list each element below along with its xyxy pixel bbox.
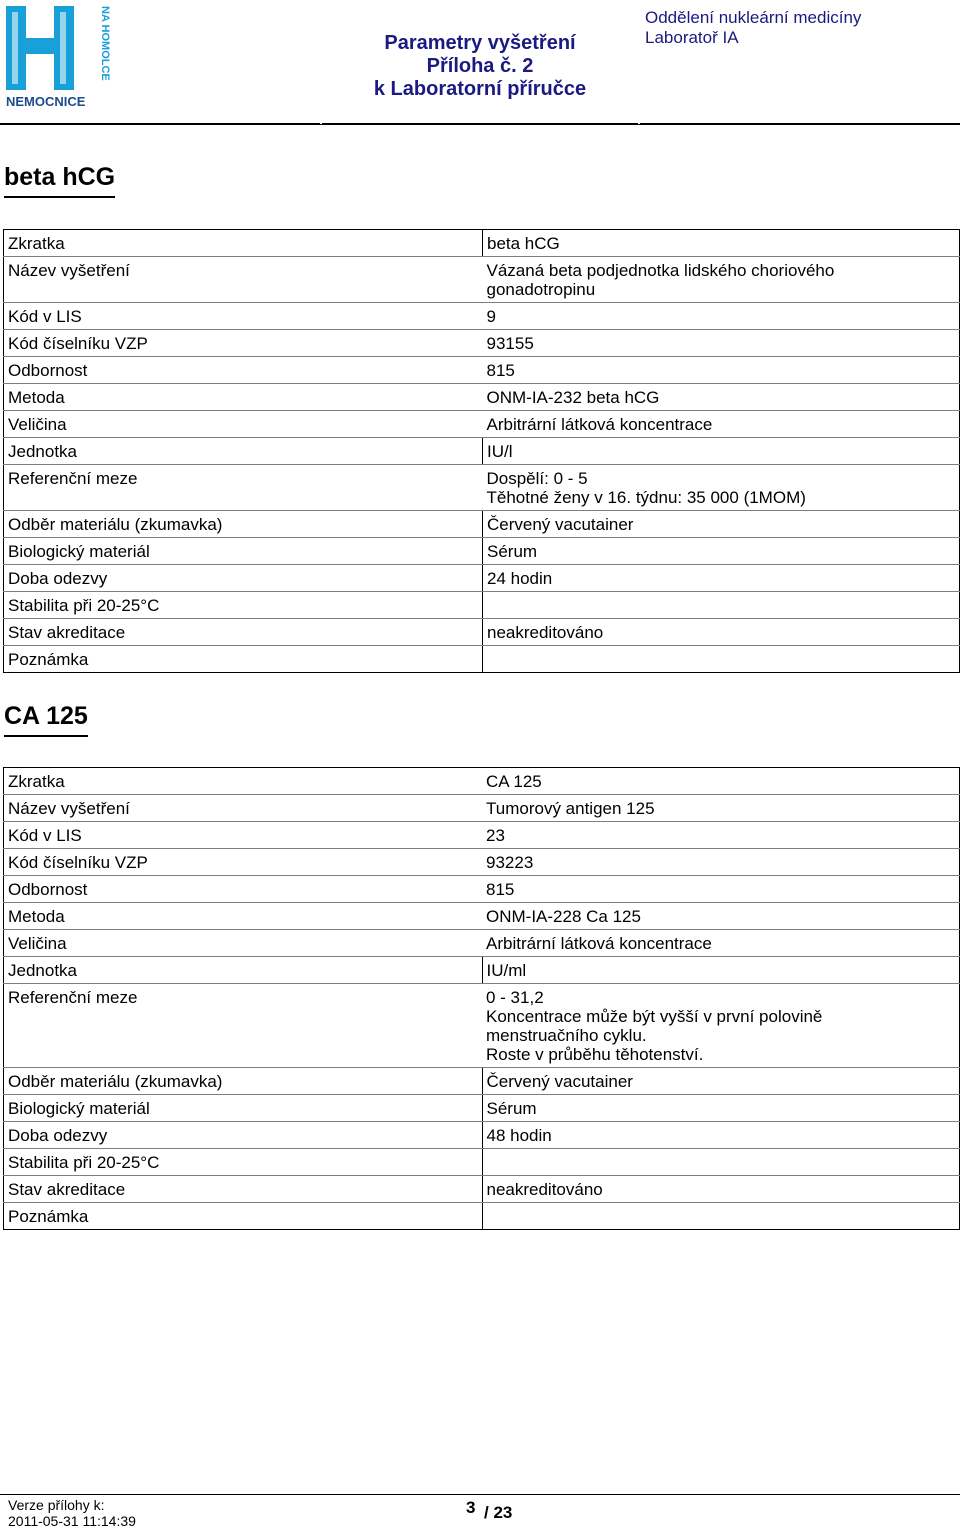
table-row [4,957,960,984]
row-label: Kód v LIS [4,303,483,330]
row-value [483,646,960,673]
row-label: Jednotka [4,438,483,465]
title-line-2: Příloha č. 2 [426,55,534,77]
table-row [4,538,960,565]
row-label: Doba odezvy [4,565,483,592]
row-label: Stabilita při 20-25°C [4,592,483,619]
row-value: 93155 [483,330,960,357]
table-row [4,619,960,646]
row-value: ONM-IA-228 Ca 125 [482,903,960,930]
row-label: Stabilita při 20-25°C [4,1149,483,1176]
table-row [4,646,960,673]
row-value: IU/ml [482,957,960,984]
table-row [4,1095,960,1122]
row-value: 23 [482,822,960,849]
table-row [4,592,960,619]
row-value: Arbitrární látková koncentrace [483,411,960,438]
table-row [4,1149,960,1176]
row-label: Odbornost [4,876,483,903]
row-value: Vázaná beta podjednotka lidského choriového gonadotropinu [483,257,960,303]
lab-name: Laboratoř IA [645,28,739,47]
row-value: neakreditováno [482,1176,960,1203]
row-label: Veličina [4,930,483,957]
row-label: Referenční meze [4,465,483,511]
row-label: Referenční meze [4,984,483,1068]
logo-side-text: NA HOMOLCE [99,6,111,81]
table-row [4,876,960,903]
row-value: neakreditováno [483,619,960,646]
row-label: Biologický materiál [4,538,483,565]
row-label: Kód v LIS [4,822,483,849]
title-line-3: k Laboratorní příručce [373,78,587,100]
row-value: ONM-IA-232 beta hCG [483,384,960,411]
table-row [4,1068,960,1095]
row-value: Červený vacutainer [483,511,960,538]
row-label: Odběr materiálu (zkumavka) [4,1068,483,1095]
row-label: Název vyšetření [4,257,483,303]
row-label: Odbornost [4,357,483,384]
department-name: Oddělení nukleární medicíny [645,8,862,27]
row-label: Odběr materiálu (zkumavka) [4,511,483,538]
table-row [4,465,960,511]
row-label: Poznámka [4,1203,483,1230]
table-row [4,1176,960,1203]
table-row [4,230,960,257]
row-value: Sérum [482,1095,960,1122]
row-label: Název vyšetření [4,795,483,822]
table-row [4,411,960,438]
row-label: Zkratka [4,768,483,795]
row-value: Dospělí: 0 - 5 Těhotné ženy v 16. týdnu: 35 000 (1MOM) [483,465,960,511]
table-row [4,849,960,876]
row-label: Doba odezvy [4,1122,483,1149]
page-total: / 23 [484,1503,513,1522]
footer-version [8,1497,136,1529]
row-label: Jednotka [4,957,483,984]
row-value: 93223 [482,849,960,876]
params-table-beta-hcg [3,229,960,673]
table-row [4,357,960,384]
section-title-ca125: CA 125 [4,701,88,737]
table-row [4,511,960,538]
table-row [4,903,960,930]
row-value: 9 [483,303,960,330]
row-label: Poznámka [4,646,483,673]
table-row [4,330,960,357]
row-value: 815 [483,357,960,384]
header-divider [0,124,960,125]
row-value: 24 hodin [483,565,960,592]
row-value [482,1203,960,1230]
table-row [4,1122,960,1149]
row-label: Biologický materiál [4,1095,483,1122]
version-date: 2011-05-31 11:14:39 [8,1513,136,1529]
row-value: 48 hodin [482,1122,960,1149]
page-number: 3 [466,1498,476,1517]
row-value: Červený vacutainer [482,1068,960,1095]
table-row [4,822,960,849]
table-row [4,303,960,330]
footer-divider [0,1494,960,1495]
table-row [4,795,960,822]
title-line-1: Parametry vyšetření [384,32,576,54]
row-value [482,1149,960,1176]
hospital-logo [2,2,118,110]
row-value: CA 125 [482,768,960,795]
table-row [4,384,960,411]
table-row [4,768,960,795]
params-table-ca125 [3,767,960,1230]
table-row [4,930,960,957]
table-row [4,984,960,1068]
row-label: Metoda [4,384,483,411]
row-label: Kód číselníku VZP [4,849,483,876]
table-row [4,438,960,465]
row-label: Stav akreditace [4,1176,483,1203]
table-row [4,565,960,592]
row-value: Arbitrární látková koncentrace [482,930,960,957]
row-label: Stav akreditace [4,619,483,646]
table-row [4,1203,960,1230]
row-label: Zkratka [4,230,483,257]
row-label: Kód číselníku VZP [4,330,483,357]
document-title [330,32,630,101]
department-block [645,8,861,48]
row-value: Tumorový antigen 125 [482,795,960,822]
row-value: beta hCG [483,230,960,257]
section-title-beta-hcg: beta hCG [4,162,115,198]
row-label: Veličina [4,411,483,438]
logo-bottom-text: NEMOCNICE [6,94,86,109]
version-label: Verze přílohy k: [8,1497,105,1513]
row-value: 0 - 31,2 Koncentrace může být vyšší v první polovině menstruačního cyklu. Roste v průběhu těhotenství. [482,984,960,1068]
row-value: IU/l [483,438,960,465]
row-value: 815 [482,876,960,903]
row-value [483,592,960,619]
row-value: Sérum [483,538,960,565]
table-row [4,257,960,303]
row-label: Metoda [4,903,483,930]
